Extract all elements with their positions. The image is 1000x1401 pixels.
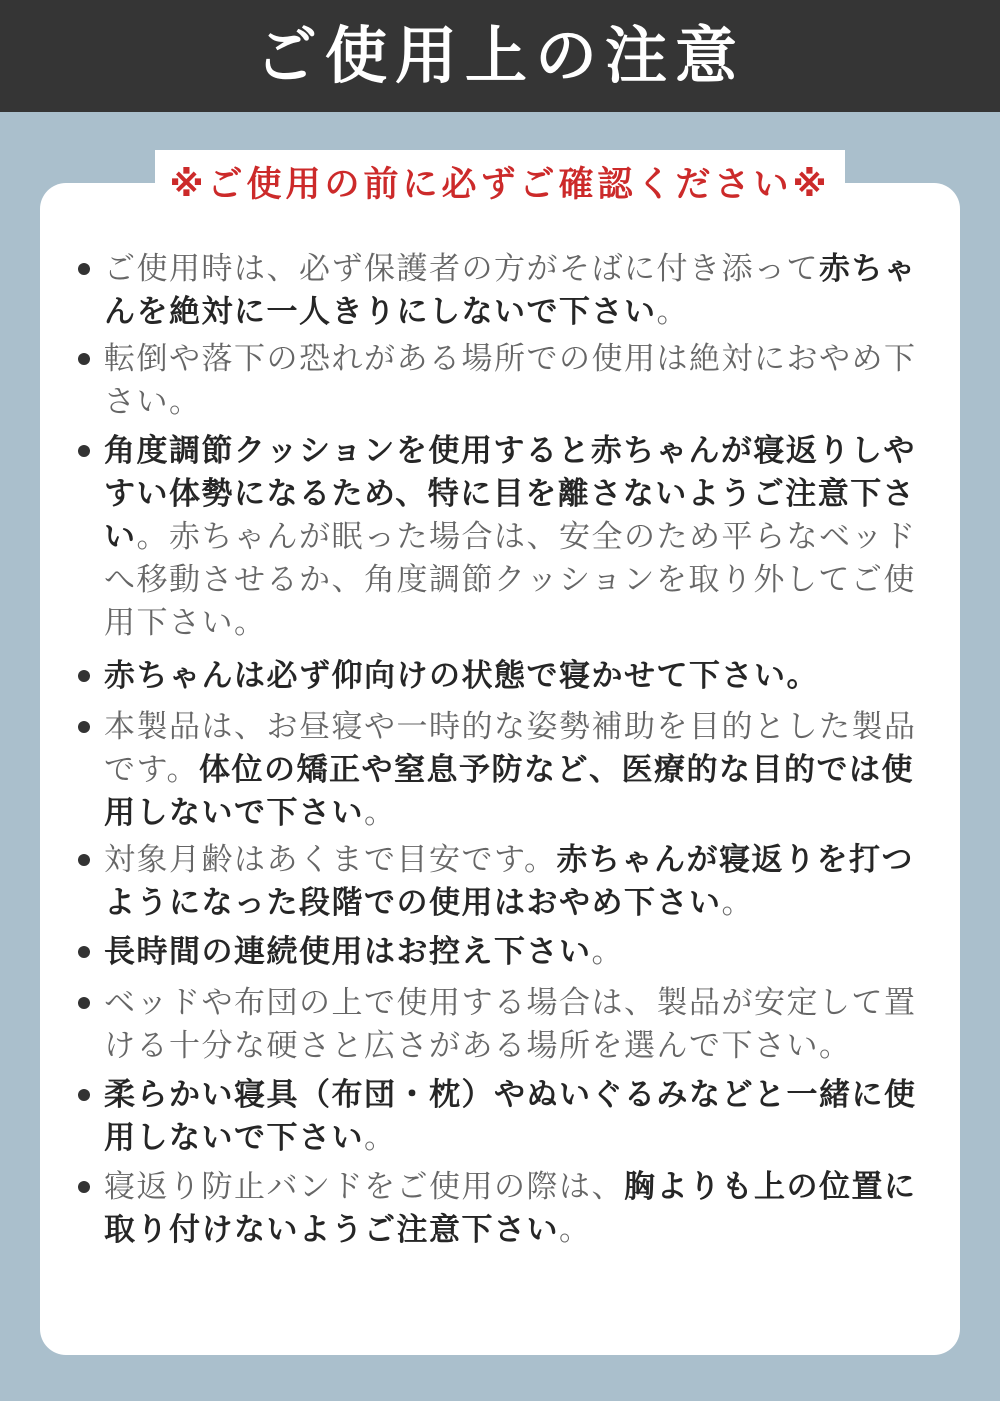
- normal-text: 対象月齢はあくまで目安です。: [104, 842, 557, 878]
- page-title: ご使用上の注意: [254, 19, 745, 92]
- normal-text: 。: [364, 795, 397, 831]
- caution-text: [104, 1166, 936, 1252]
- caution-item: [76, 248, 936, 334]
- caution-list: [76, 248, 936, 1252]
- bullet-icon: [76, 338, 104, 381]
- caution-item: [76, 706, 936, 835]
- bold-text: 赤ちゃんが寝返りを打つようになった段階での使用はおやめ下さい: [104, 842, 915, 921]
- normal-text: 転倒や落下の恐れがある場所での使用は絶対におやめ下さい。: [104, 341, 917, 420]
- normal-text: 寝返り防止バンドをご使用の際は、: [104, 1169, 624, 1205]
- bullet-icon: [76, 706, 104, 749]
- bold-text: 角度調節クッションを使用すると赤ちゃんが寝返りしやすい体勢になるため、特に目を離さないようご注意下さい: [104, 433, 916, 555]
- caution-text: [104, 839, 936, 925]
- bullet-icon: [76, 931, 104, 974]
- caution-text: [104, 982, 936, 1068]
- normal-text: ベッドや布団の上で使用する場合は、製品が安定して置ける十分な硬さと広さがある場所を選んで下さい。: [104, 985, 917, 1064]
- caution-text: [104, 706, 936, 835]
- normal-text: 。: [559, 1212, 592, 1248]
- bold-text: 赤ちゃんを絶対に一人きりにしないで下さい: [104, 251, 917, 330]
- caution-text: [104, 931, 936, 974]
- caution-item: [76, 430, 936, 645]
- normal-text: 。: [721, 885, 754, 921]
- caution-text: [104, 338, 936, 424]
- bullet-icon: [76, 982, 104, 1025]
- normal-text: 。: [364, 1120, 397, 1156]
- caution-item: [76, 655, 936, 698]
- normal-text: 。: [591, 934, 624, 970]
- bold-text: 柔らかい寝具（布団・枕）やぬいぐるみなどと一緒に使用しないで下さい: [104, 1077, 917, 1156]
- caution-text: [104, 248, 936, 334]
- subtitle-text: ※ご使用の前に必ずご確認ください※: [155, 150, 844, 220]
- caution-item: [76, 1074, 936, 1160]
- normal-text: ご使用時は、必ず保護者の方がそばに付き添って: [104, 251, 819, 287]
- caution-item: [76, 982, 936, 1068]
- caution-item: [76, 1166, 936, 1252]
- caution-text: [104, 1074, 936, 1160]
- caution-text: [104, 655, 936, 698]
- bullet-icon: [76, 1166, 104, 1209]
- bullet-icon: [76, 430, 104, 473]
- caution-item: [76, 338, 936, 424]
- normal-text: 本製品は、お昼寝や一時的な姿勢補助を目的とした製品です。: [104, 709, 917, 788]
- header-bar: [0, 0, 1000, 112]
- bold-text: 体位の矯正や窒息予防など、医療的な目的では使用しないで下さい: [104, 752, 915, 831]
- caution-item: [76, 931, 936, 974]
- bullet-icon: [76, 1074, 104, 1117]
- bullet-icon: [76, 839, 104, 882]
- bullet-icon: [76, 248, 104, 291]
- subtitle-banner: [40, 150, 960, 220]
- bullet-icon: [76, 655, 104, 698]
- bold-text: 長時間の連続使用はお控え下さい: [104, 934, 592, 970]
- normal-text: 。: [656, 294, 689, 330]
- caution-text: [104, 430, 936, 645]
- bold-text: 赤ちゃんは必ず仰向けの状態で寝かせて下さい。: [104, 658, 819, 694]
- bold-text: 胸よりも上の位置に取り付けないようご注意下さい: [104, 1169, 917, 1248]
- normal-text: 。赤ちゃんが眠った場合は、安全のため平らなベッドへ移動させるか、角度調節クッションを取り外してご使用下さい。: [104, 519, 917, 641]
- caution-item: [76, 839, 936, 925]
